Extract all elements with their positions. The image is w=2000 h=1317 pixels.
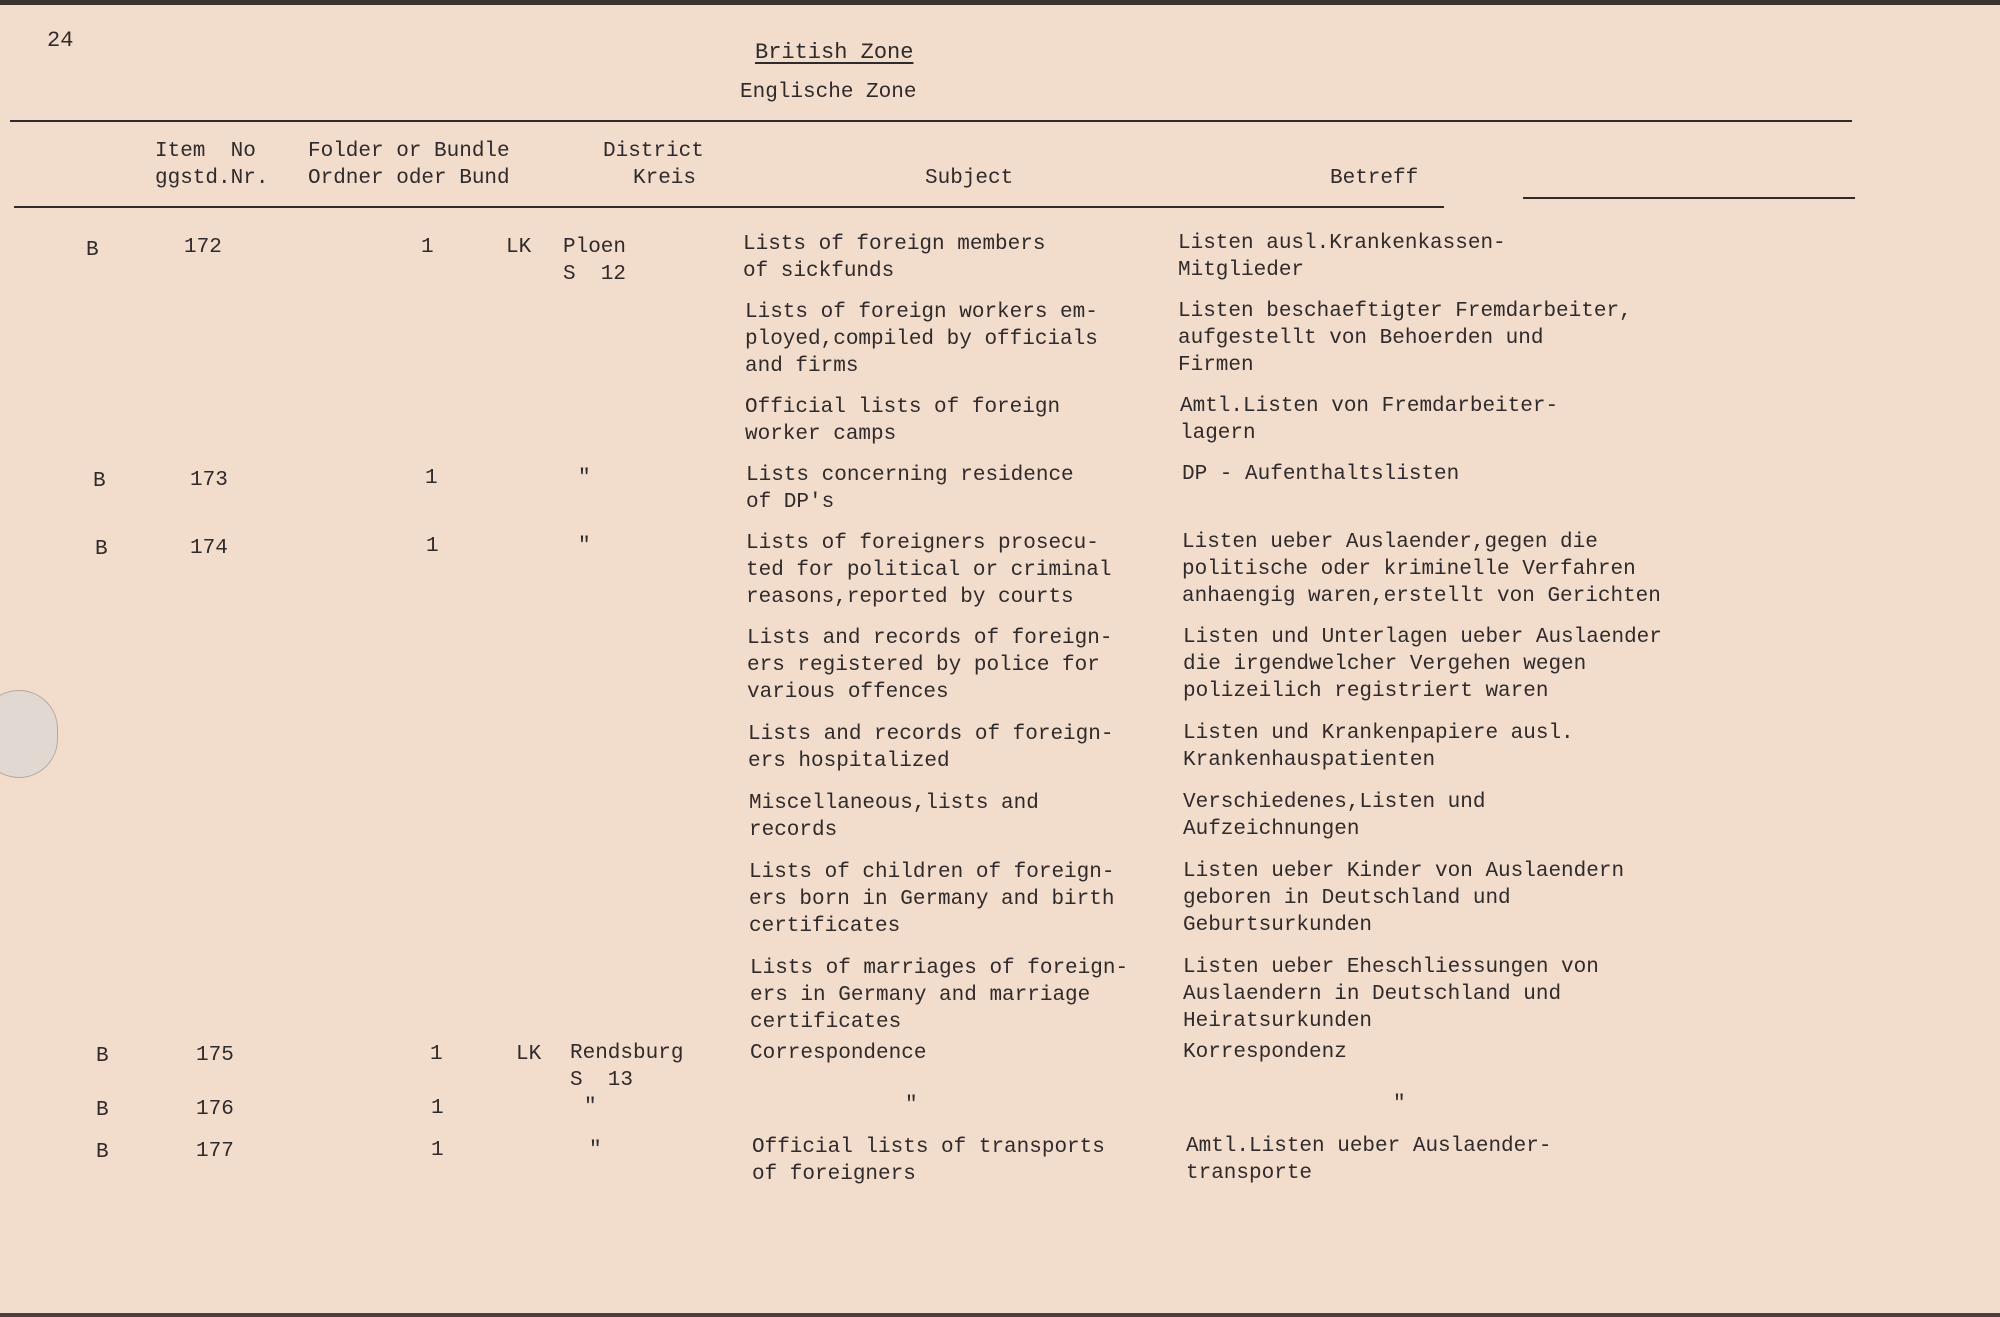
row-subject: Miscellaneous,lists and records bbox=[749, 792, 1039, 842]
header-bottom-rule bbox=[14, 206, 1444, 208]
row-subject: Lists and records of foreign- ers hospitalized bbox=[748, 723, 1114, 773]
row-betreff: DP - Aufenthaltslisten bbox=[1182, 463, 1460, 486]
row-lk-marker: LK bbox=[506, 236, 532, 259]
row-subject: Lists of foreigners prosecu- ted for political or criminal reasons,reported by courts bbox=[746, 532, 1112, 609]
row-item-number: 176 bbox=[196, 1098, 234, 1121]
row-district: " bbox=[584, 1096, 597, 1119]
row-folder-count: 1 bbox=[431, 1139, 444, 1162]
row-betreff: Verschiedenes,Listen und Aufzeichnungen bbox=[1183, 791, 1486, 841]
row-betreff: Amtl.Listen von Fremdarbeiter- lagern bbox=[1180, 395, 1559, 445]
row-betreff: Korrespondenz bbox=[1183, 1041, 1347, 1064]
row-folder-count: 1 bbox=[425, 467, 438, 490]
row-item-number: 174 bbox=[190, 537, 228, 560]
row-district: " bbox=[578, 535, 591, 558]
header-folder-de: Ordner oder Bund bbox=[308, 167, 510, 190]
header-bottom-rule-right bbox=[1523, 197, 1855, 199]
row-item-number: 172 bbox=[184, 236, 222, 259]
row-folder-count: 1 bbox=[431, 1097, 444, 1120]
row-betreff: " bbox=[1393, 1093, 1406, 1116]
row-betreff: Listen ausl.Krankenkassen- Mitglieder bbox=[1178, 232, 1506, 282]
row-subject: Lists concerning residence of DP's bbox=[746, 464, 1074, 514]
row-letter: B bbox=[93, 470, 106, 493]
row-betreff: Listen ueber Kinder von Auslaendern geboren in Deutschland und Geburtsurkunden bbox=[1183, 860, 1625, 937]
page-bottom-edge bbox=[0, 1313, 2000, 1317]
row-item-number: 177 bbox=[196, 1140, 234, 1163]
row-folder-count: 1 bbox=[421, 236, 434, 259]
page-top-edge bbox=[0, 0, 2000, 5]
row-folder-count: 1 bbox=[426, 535, 439, 558]
row-betreff: Listen und Unterlagen ueber Auslaender die irgendwelcher Vergehen wegen polizeilich registriert waren bbox=[1183, 626, 1662, 703]
header-betreff: Betreff bbox=[1330, 167, 1419, 190]
row-letter: B bbox=[96, 1141, 109, 1164]
row-subject: Correspondence bbox=[750, 1042, 927, 1065]
header-folder-en: Folder or Bundle bbox=[308, 140, 510, 163]
header-item-en: Item No bbox=[155, 140, 256, 163]
row-subject: Lists and records of foreign- ers registered by police for various offences bbox=[747, 627, 1113, 704]
row-betreff: Amtl.Listen ueber Auslaender- transporte bbox=[1186, 1135, 1552, 1185]
header-district-de: Kreis bbox=[633, 167, 697, 190]
row-betreff: Listen beschaeftigter Fremdarbeiter, aufgestellt von Behoerden und Firmen bbox=[1178, 300, 1632, 377]
page-number: 24 bbox=[47, 28, 74, 53]
row-subject: Official lists of transports of foreigners bbox=[752, 1136, 1105, 1186]
page-title: British Zone bbox=[755, 40, 914, 65]
header-top-rule bbox=[10, 120, 1852, 122]
row-subject: Lists of foreign workers em- ployed,compiled by officials and firms bbox=[745, 301, 1098, 378]
row-letter: B bbox=[86, 239, 99, 262]
row-district: Ploen S 12 bbox=[563, 236, 627, 286]
row-subject: Lists of foreign members of sickfunds bbox=[743, 233, 1046, 283]
page-subtitle: Englische Zone bbox=[740, 81, 917, 104]
row-betreff: Listen und Krankenpapiere ausl. Krankenhauspatienten bbox=[1183, 722, 1574, 772]
row-subject: " bbox=[905, 1094, 918, 1117]
row-letter: B bbox=[96, 1045, 109, 1068]
row-district: " bbox=[589, 1139, 602, 1162]
row-subject: Lists of marriages of foreign- ers in Germany and marriage certificates bbox=[750, 957, 1129, 1034]
header-item-de: ggstd.Nr. bbox=[155, 167, 269, 190]
header-subject: Subject bbox=[925, 167, 1014, 190]
row-betreff: Listen ueber Auslaender,gegen die politische oder kriminelle Verfahren anhaengig waren,erstellt von Gerichten bbox=[1182, 531, 1661, 608]
row-folder-count: 1 bbox=[430, 1043, 443, 1066]
row-item-number: 175 bbox=[196, 1044, 234, 1067]
row-lk-marker: LK bbox=[516, 1043, 542, 1066]
row-subject: Lists of children of foreign- ers born in Germany and birth certificates bbox=[749, 861, 1115, 938]
row-subject: Official lists of foreign worker camps bbox=[745, 396, 1061, 446]
header-district-en: District bbox=[603, 140, 704, 163]
row-item-number: 173 bbox=[190, 469, 228, 492]
row-district: Rendsburg S 13 bbox=[570, 1042, 684, 1092]
row-letter: B bbox=[96, 1099, 109, 1122]
row-district: " bbox=[578, 467, 591, 490]
binder-tab-notch bbox=[0, 690, 58, 778]
row-letter: B bbox=[95, 538, 108, 561]
row-betreff: Listen ueber Eheschliessungen von Auslaendern in Deutschland und Heiratsurkunden bbox=[1183, 956, 1599, 1033]
